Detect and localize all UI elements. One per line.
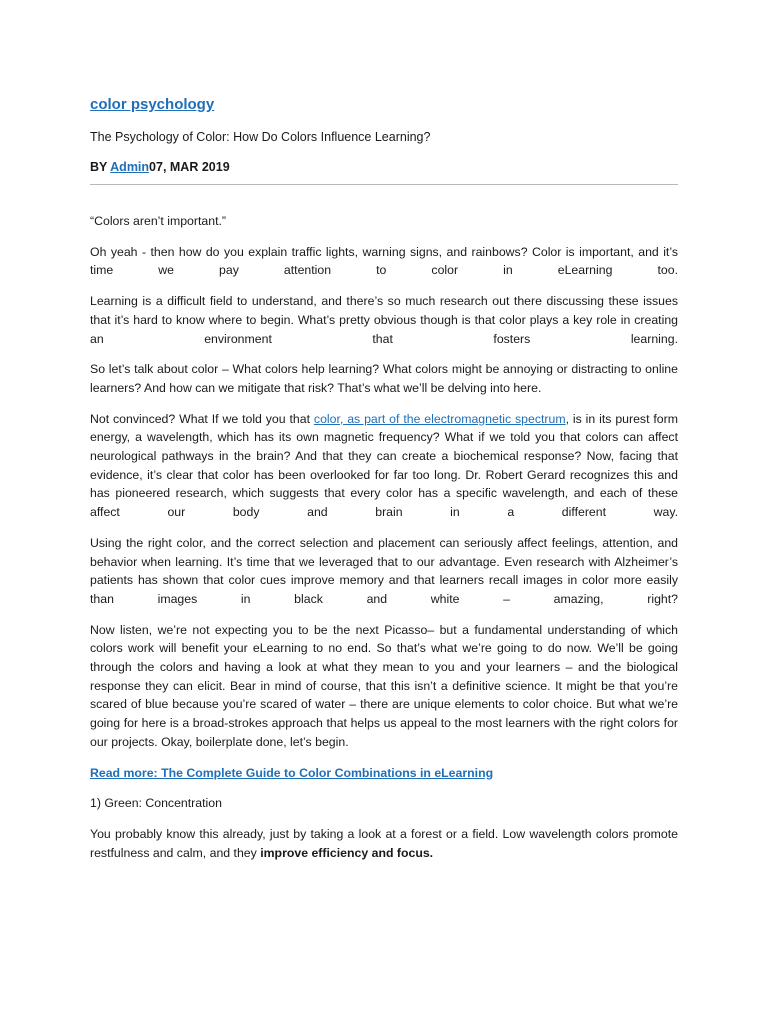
quote-paragraph: “Colors aren’t important.” xyxy=(90,214,226,228)
paragraph-6: Now listen, we’re not expecting you to be the next Picasso– but a fundamental understanding of which colors work will benefit your eLearning to no end. So that’s what we’re going to do now. We’ll be going through the colors and having a look at what they mean to you and your learners – and the biological response they can elicit. Bear in mind of course, that this isn’t a definitive science. It might be that you’re scared of blue because you’re scared of water – there are unique elements to color choice. But what we’re going for here is a broad-strokes approach that helps us appeal to the most learners with the right colors for our projects. Okay, boilerplate done, let’s begin. xyxy=(90,622,678,749)
section-heading-green: 1) Green: Concentration xyxy=(90,796,222,811)
author-link[interactable]: Admin xyxy=(110,160,150,174)
article-subtitle: The Psychology of Color: How Do Colors Influence Learning? xyxy=(90,130,431,144)
divider xyxy=(90,184,678,185)
paragraph-2: Learning is a difficult field to understand, and there’s so much research out there discussing these issues that it’s hard to know where to begin. What’s pretty obvious though is that color plays a key role in creating an environment that fosters learning. xyxy=(90,294,678,346)
paragraph-4-text-after: , is in its purest form energy, a wavelength, which has its own magnetic frequency? What if we told you that colors can affect neurological pathways in the brain? And that they can create a biochemical response? Now, facing that evidence, it’s clear that color has been overlooked for far too long. Dr. Robert Gerard recognizes this and has pioneered research, which suggests that every color has a specific wavelength, and each of these affect our body and brain in a different way. xyxy=(90,411,678,520)
paragraph-5: Using the right color, and the correct selection and placement can seriously affect feelings, attention, and behavior when learning. It’s time that we leveraged that to our advantage. Even research with Alzheimer’s patients has shown that color cues improve memory and that learners recall images in color more easily than images in black and white – amazing, right? xyxy=(90,535,678,606)
doc-title-link[interactable]: color psychology xyxy=(90,96,215,113)
paragraph-1: Oh yeah - then how do you explain traffic lights, warning signs, and rainbows? Color is important, and it’s time we pay attention to color in eLearning too. xyxy=(90,244,678,278)
section-text-green xyxy=(90,825,678,862)
section-text-green-bold: improve efficiency and focus. xyxy=(260,845,434,860)
byline xyxy=(90,160,230,174)
publish-date: 07, MAR 2019 xyxy=(149,160,230,174)
byline-prefix: BY xyxy=(90,160,111,174)
paragraph-4 xyxy=(90,410,678,522)
paragraph-4-text-before: Not convinced? What If we told you that xyxy=(90,411,314,426)
section-text-green-plain: You probably know this already, just by taking a look at a forest or a field. Low wavelength colors promote restfulness and calm, and they xyxy=(90,826,678,860)
electromagnetic-spectrum-link[interactable]: color, as part of the electromagnetic spectrum xyxy=(313,411,566,426)
paragraph-3: So let’s talk about color – What colors help learning? What colors might be annoying or distracting to online learners? And how can we mitigate that risk? That’s what we’ll be delving into here. xyxy=(90,362,678,395)
read-more-link[interactable]: Read more: The Complete Guide to Color Combinations in eLearning xyxy=(90,765,494,780)
article-body xyxy=(90,212,678,874)
